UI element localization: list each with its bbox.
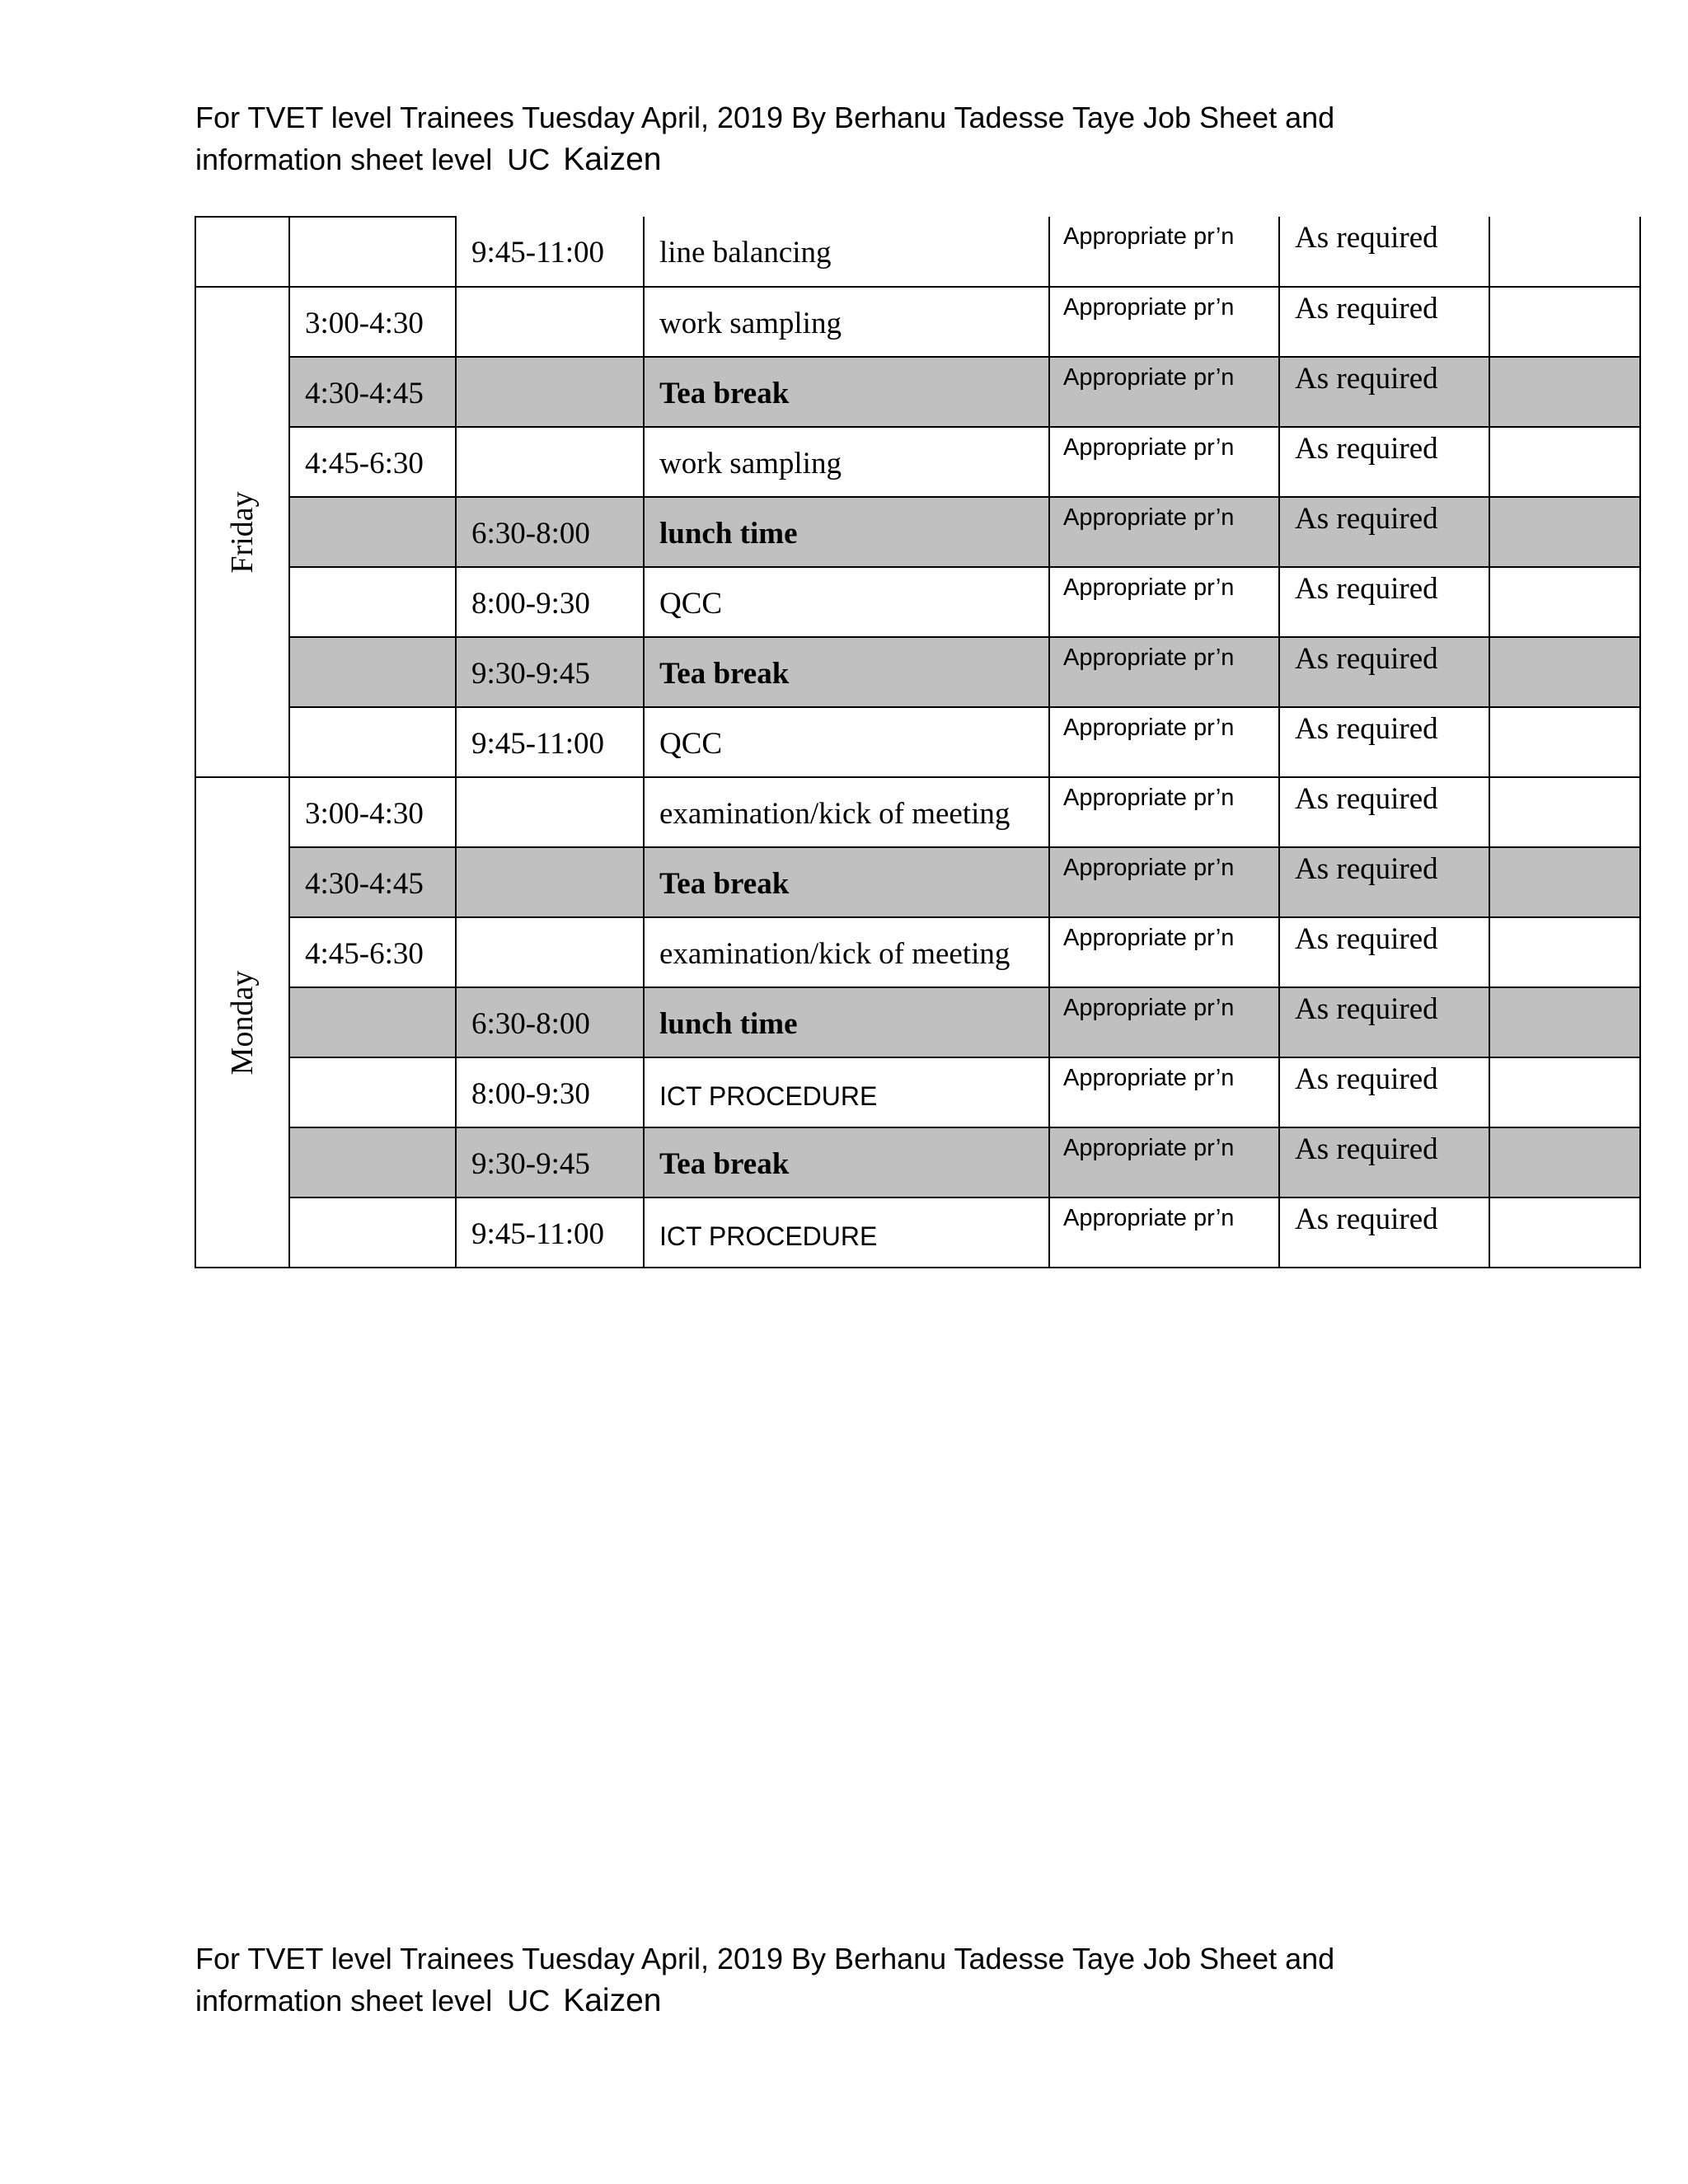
duration-cell: As required xyxy=(1279,567,1489,637)
activity-cell: ICT PROCEDURE xyxy=(644,1197,1049,1268)
table-row xyxy=(195,917,1640,987)
footer-kaizen-text: Kaizen xyxy=(563,1983,662,2018)
start-time-cell xyxy=(289,1057,456,1127)
duration-cell: As required xyxy=(1279,217,1489,287)
table-row xyxy=(195,707,1640,777)
duration-cell: As required xyxy=(1279,1057,1489,1127)
activity-cell: ICT PROCEDURE xyxy=(644,1057,1049,1127)
day-cell-friday xyxy=(195,287,289,777)
remark-cell xyxy=(1489,707,1640,777)
activity-cell: line balancing xyxy=(644,217,1049,287)
day-label-monday: Monday xyxy=(225,970,260,1075)
resource-cell: Appropriate pr’n xyxy=(1049,637,1279,707)
end-time-cell: 6:30-8:00 xyxy=(456,987,644,1057)
activity-cell: lunch time xyxy=(644,497,1049,567)
duration-cell: As required xyxy=(1279,987,1489,1057)
start-time-cell xyxy=(289,707,456,777)
resource-cell: Appropriate pr’n xyxy=(1049,1197,1279,1268)
start-time-cell: 4:45-6:30 xyxy=(289,917,456,987)
start-time-cell xyxy=(289,1197,456,1268)
end-time-cell: 9:45-11:00 xyxy=(456,217,644,287)
header-kaizen-text: Kaizen xyxy=(563,142,662,177)
start-time-cell xyxy=(289,637,456,707)
day-cell-empty xyxy=(195,217,289,287)
header-uc-text: UC xyxy=(507,143,551,176)
resource-cell: Appropriate pr’n xyxy=(1049,917,1279,987)
remark-cell xyxy=(1489,567,1640,637)
header-level-text: information sheet level xyxy=(195,143,493,176)
end-time-cell xyxy=(456,777,644,847)
table-row xyxy=(195,1127,1640,1197)
table-row xyxy=(195,1197,1640,1268)
remark-cell xyxy=(1489,357,1640,427)
footer-level-text: information sheet level xyxy=(195,1984,493,2018)
start-time-cell: 4:45-6:30 xyxy=(289,427,456,497)
resource-cell: Appropriate pr’n xyxy=(1049,777,1279,847)
remark-cell xyxy=(1489,987,1640,1057)
resource-cell: Appropriate pr’n xyxy=(1049,497,1279,567)
page-header xyxy=(195,96,1432,180)
end-time-cell: 8:00-9:30 xyxy=(456,1057,644,1127)
remark-cell xyxy=(1489,1127,1640,1197)
footer-line-1: For TVET level Trainees Tuesday April, 2019 By Berhanu Tadesse Taye Job Sheet and xyxy=(195,1942,1335,1975)
table-row xyxy=(195,847,1640,917)
header-line-1: For TVET level Trainees Tuesday April, 2019 By Berhanu Tadesse Taye Job Sheet and xyxy=(195,101,1335,134)
start-time-cell xyxy=(289,217,456,287)
table-row xyxy=(195,1057,1640,1127)
table-row xyxy=(195,357,1640,427)
start-time-cell: 3:00-4:30 xyxy=(289,777,456,847)
remark-cell xyxy=(1489,917,1640,987)
resource-cell: Appropriate pr’n xyxy=(1049,427,1279,497)
remark-cell xyxy=(1489,777,1640,847)
resource-cell: Appropriate pr’n xyxy=(1049,707,1279,777)
duration-cell: As required xyxy=(1279,637,1489,707)
duration-cell: As required xyxy=(1279,917,1489,987)
resource-cell: Appropriate pr’n xyxy=(1049,847,1279,917)
activity-cell: work sampling xyxy=(644,287,1049,357)
end-time-cell xyxy=(456,427,644,497)
footer-uc-text: UC xyxy=(507,1984,551,2018)
page-footer xyxy=(195,1938,1432,2022)
table-row xyxy=(195,217,1640,287)
end-time-cell xyxy=(456,357,644,427)
schedule-table xyxy=(195,216,1641,1268)
start-time-cell: 4:30-4:45 xyxy=(289,357,456,427)
remark-cell xyxy=(1489,287,1640,357)
activity-cell: lunch time xyxy=(644,987,1049,1057)
table-row xyxy=(195,567,1640,637)
end-time-cell xyxy=(456,287,644,357)
duration-cell: As required xyxy=(1279,357,1489,427)
end-time-cell xyxy=(456,847,644,917)
resource-cell: Appropriate pr’n xyxy=(1049,217,1279,287)
activity-cell: Tea break xyxy=(644,847,1049,917)
resource-cell: Appropriate pr’n xyxy=(1049,1057,1279,1127)
end-time-cell: 9:30-9:45 xyxy=(456,1127,644,1197)
table-row xyxy=(195,287,1640,357)
resource-cell: Appropriate pr’n xyxy=(1049,987,1279,1057)
remark-cell xyxy=(1489,217,1640,287)
end-time-cell xyxy=(456,917,644,987)
table-row xyxy=(195,497,1640,567)
duration-cell: As required xyxy=(1279,1127,1489,1197)
resource-cell: Appropriate pr’n xyxy=(1049,287,1279,357)
duration-cell: As required xyxy=(1279,497,1489,567)
start-time-cell: 4:30-4:45 xyxy=(289,847,456,917)
start-time-cell xyxy=(289,1127,456,1197)
duration-cell: As required xyxy=(1279,707,1489,777)
end-time-cell: 6:30-8:00 xyxy=(456,497,644,567)
end-time-cell: 8:00-9:30 xyxy=(456,567,644,637)
start-time-cell xyxy=(289,497,456,567)
resource-cell: Appropriate pr’n xyxy=(1049,567,1279,637)
activity-cell: Tea break xyxy=(644,1127,1049,1197)
resource-cell: Appropriate pr’n xyxy=(1049,1127,1279,1197)
day-label-friday: Friday xyxy=(225,490,260,574)
activity-cell: examination/kick of meeting xyxy=(644,777,1049,847)
duration-cell: As required xyxy=(1279,847,1489,917)
activity-cell: Tea break xyxy=(644,357,1049,427)
remark-cell xyxy=(1489,497,1640,567)
start-time-cell: 3:00-4:30 xyxy=(289,287,456,357)
resource-cell: Appropriate pr’n xyxy=(1049,357,1279,427)
duration-cell: As required xyxy=(1279,287,1489,357)
start-time-cell xyxy=(289,567,456,637)
duration-cell: As required xyxy=(1279,1197,1489,1268)
end-time-cell: 9:45-11:00 xyxy=(456,707,644,777)
remark-cell xyxy=(1489,637,1640,707)
activity-cell: work sampling xyxy=(644,427,1049,497)
day-cell-monday xyxy=(195,777,289,1268)
activity-cell: QCC xyxy=(644,707,1049,777)
duration-cell: As required xyxy=(1279,427,1489,497)
duration-cell: As required xyxy=(1279,777,1489,847)
remark-cell xyxy=(1489,1057,1640,1127)
activity-cell: QCC xyxy=(644,567,1049,637)
end-time-cell: 9:30-9:45 xyxy=(456,637,644,707)
table-row xyxy=(195,987,1640,1057)
remark-cell xyxy=(1489,847,1640,917)
table-row xyxy=(195,777,1640,847)
footer-line-2 xyxy=(195,1980,1432,2022)
activity-cell: examination/kick of meeting xyxy=(644,917,1049,987)
remark-cell xyxy=(1489,427,1640,497)
start-time-cell xyxy=(289,987,456,1057)
remark-cell xyxy=(1489,1197,1640,1268)
header-line-2 xyxy=(195,138,1432,180)
activity-cell: Tea break xyxy=(644,637,1049,707)
table-row xyxy=(195,637,1640,707)
table-row xyxy=(195,427,1640,497)
end-time-cell: 9:45-11:00 xyxy=(456,1197,644,1268)
